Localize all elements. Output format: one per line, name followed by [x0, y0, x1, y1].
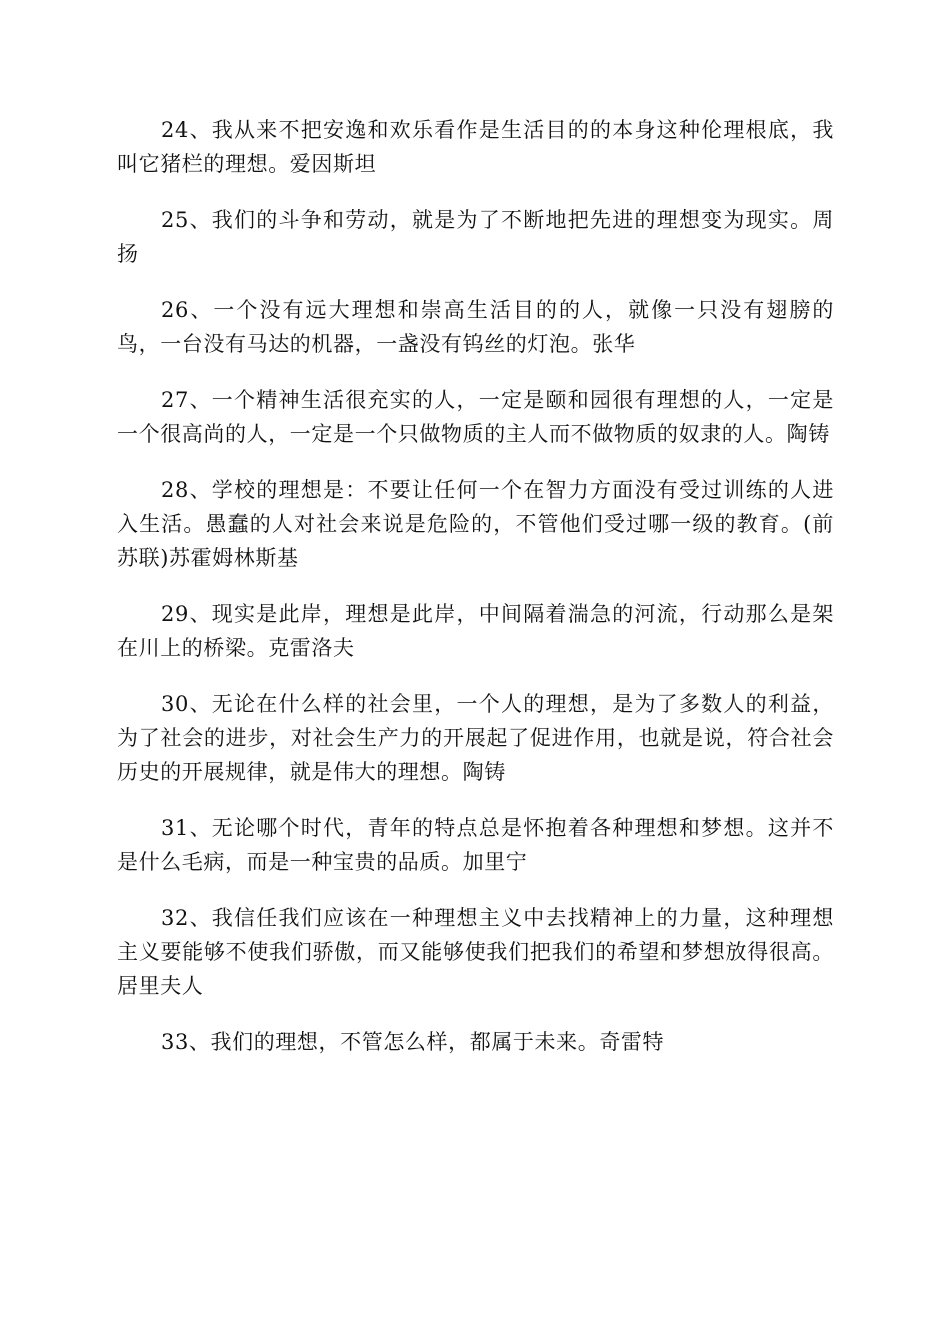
quote-paragraph-28: 28、学校的理想是：不要让任何一个在智力方面没有受过训练的人进入生活。愚蠢的人对社会来说是危险的，不管他们受过哪一级的教育。(前苏联)苏霍姆林斯基 [117, 478, 834, 570]
quote-paragraph-31: 31、无论哪个时代，青年的特点总是怀抱着各种理想和梦想。这并不是什么毛病，而是一种宝贵的品质。加里宁 [117, 816, 834, 874]
quote-paragraph-32: 32、我信任我们应该在一种理想主义中去找精神上的力量，这种理想主义要能够不使我们骄傲，而又能够使我们把我们的希望和梦想放得很高。居里夫人 [117, 906, 834, 998]
quote-paragraph-29: 29、现实是此岸，理想是此岸，中间隔着湍急的河流，行动那么是架在川上的桥梁。克雷洛夫 [117, 602, 834, 660]
quote-paragraph-26: 26、一个没有远大理想和崇高生活目的的人，就像一只没有翅膀的鸟，一台没有马达的机器，一盏没有钨丝的灯泡。张华 [117, 298, 834, 356]
quote-paragraph-25: 25、我们的斗争和劳动，就是为了不断地把先进的理想变为现实。周扬 [117, 208, 834, 266]
quote-paragraph-30: 30、无论在什么样的社会里，一个人的理想，是为了多数人的利益，为了社会的进步，对社会生产力的开展起了促进作用，也就是说，符合社会历史的开展规律，就是伟大的理想。陶铸 [117, 692, 834, 784]
quote-paragraph-33: 33、我们的理想，不管怎么样，都属于未来。奇雷特 [161, 1030, 665, 1054]
quote-paragraph-27: 27、一个精神生活很充实的人，一定是颐和园很有理想的人，一定是一个很高尚的人，一定是一个只做物质的主人而不做物质的奴隶的人。陶铸 [117, 388, 834, 446]
quote-paragraph-24: 24、我从来不把安逸和欢乐看作是生活目的的本身这种伦理根底，我叫它猪栏的理想。爱因斯坦 [117, 118, 834, 176]
